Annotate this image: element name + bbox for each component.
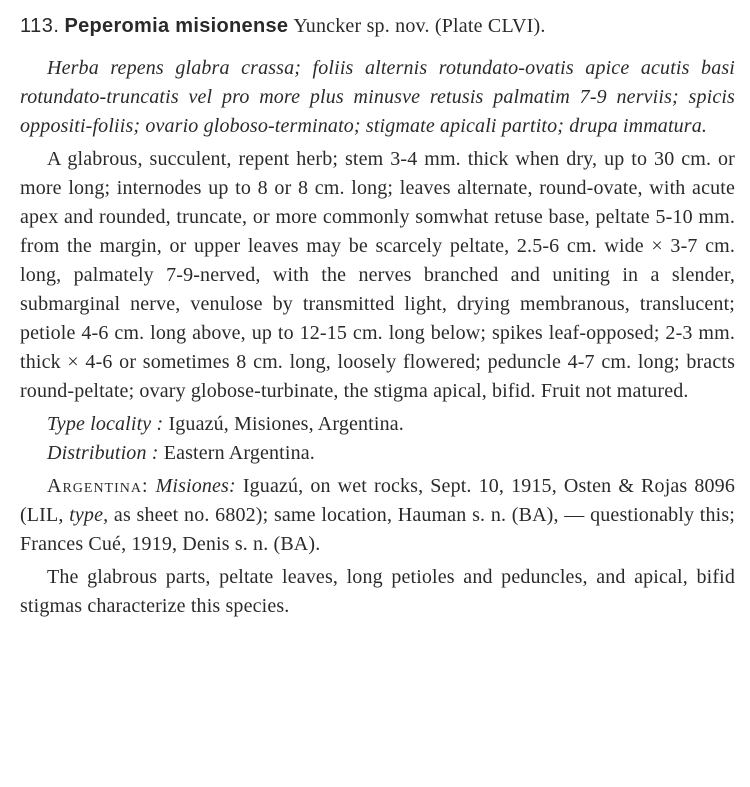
species-name: Peperomia misionense bbox=[64, 15, 289, 37]
type-locality bbox=[20, 410, 735, 439]
page-content bbox=[20, 12, 735, 621]
specimen-text-1: Iguazú, on wet rocks, Sept. 10, 1915, Osten & Rojas 8096 (LIL, bbox=[20, 475, 735, 526]
specimens-cited bbox=[20, 472, 735, 559]
english-description: A glabrous, succulent, repent herb; stem 3-4 mm. thick when dry, up to 30 cm. or more long; internodes up to 8 or 8 cm. long; leaves alternate, round-ovate, with acute apex and rounded, truncate, or more commonly somwhat retuse base, peltate 5-10 mm. from the margin, or upper leaves may be scarcely peltate, 2.5-6 cm. wide × 3-7 cm. long, palmately 7-9-nerved, with the nerves branched and uniting in a slender, submarginal nerve, venulose by transmitted light, drying membranous, translucent; petiole 4-6 cm. long above, up to 12-15 cm. long below; spikes leaf-opposed; 2-3 mm. thick × 4-6 or sometimes 8 cm. long, loosely flowered; peduncle 4-7 cm. long; bracts round-peltate; ovary globose-turbinate, the stigma apical, bifid. Fruit not matured. bbox=[20, 148, 735, 402]
species-heading bbox=[20, 12, 735, 40]
specimen-text-2: as sheet no. 6802); same location, Hauman s. n. (BA), — questionably this; Frances Cué, 1919, Denis s. n. (BA). bbox=[20, 504, 735, 555]
distribution bbox=[20, 439, 735, 468]
latin-description: Herba repens glabra crassa; foliis alternis rotundato-ovatis apice acutis basi rotundato-truncatis vel pro more plus minusve retusis palmatim 7-9 nerviis; spicis oppositi-foliis; ovario globoso-terminato; stigmate apicali partito; drupa immatura. bbox=[20, 57, 735, 137]
specimen-type-word: type, bbox=[69, 504, 109, 526]
remarks: The glabrous parts, peltate leaves, long petioles and peduncles, and apical, bifid stigmas characterize this species. bbox=[20, 566, 735, 617]
specimen-country: Argentina: bbox=[47, 475, 149, 497]
type-locality-label: Type locality : bbox=[47, 413, 164, 435]
distribution-label: Distribution : bbox=[47, 442, 159, 464]
species-authority: Yuncker sp. nov. (Plate CLVI). bbox=[293, 15, 546, 37]
entry-number: 113. bbox=[20, 15, 60, 37]
specimen-province: Misiones: bbox=[155, 475, 236, 497]
type-locality-value: Iguazú, Misiones, Argentina. bbox=[168, 413, 404, 435]
distribution-value: Eastern Argentina. bbox=[163, 442, 315, 464]
